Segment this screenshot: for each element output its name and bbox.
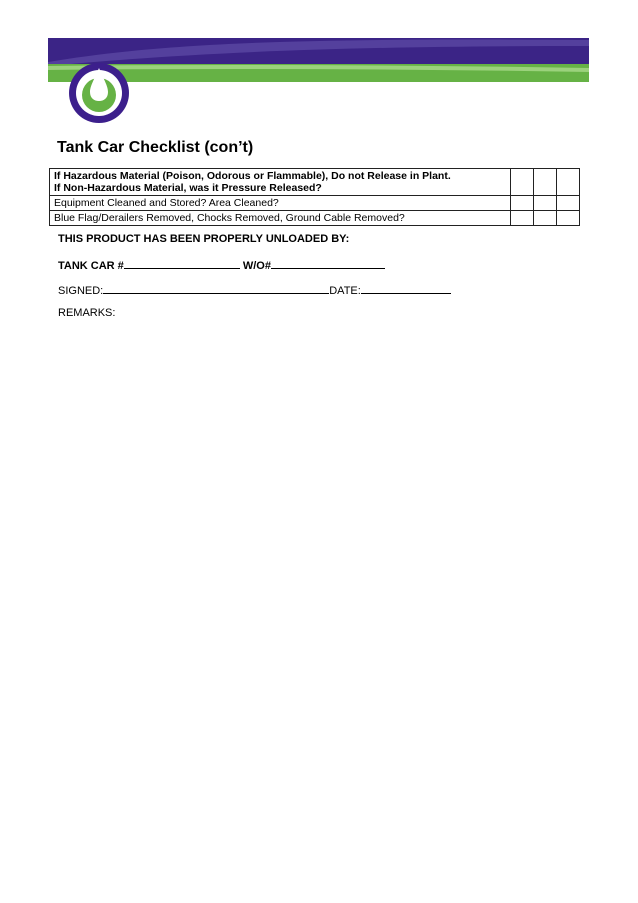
signed-field[interactable] bbox=[103, 283, 329, 294]
table-row bbox=[50, 196, 580, 211]
date-field[interactable] bbox=[361, 283, 451, 294]
tank-car-field[interactable] bbox=[124, 258, 240, 269]
table-row bbox=[50, 169, 580, 196]
checkbox-cell[interactable] bbox=[533, 196, 556, 211]
checkbox-cell[interactable] bbox=[556, 211, 579, 226]
table-row bbox=[50, 211, 580, 226]
date-label: DATE: bbox=[329, 285, 361, 297]
checkbox-cell[interactable] bbox=[511, 196, 534, 211]
checkbox-cell[interactable] bbox=[511, 211, 534, 226]
unloaded-by-heading: THIS PRODUCT HAS BEEN PROPERLY UNLOADED BY: bbox=[58, 233, 350, 245]
checkbox-cell[interactable] bbox=[511, 169, 534, 196]
question-line: If Non-Hazardous Material, was it Pressure Released? bbox=[54, 182, 322, 194]
checkbox-cell[interactable] bbox=[533, 169, 556, 196]
tank-car-label: TANK CAR # bbox=[58, 260, 124, 272]
checklist-question bbox=[50, 169, 511, 196]
checkbox-cell[interactable] bbox=[556, 169, 579, 196]
page-title: Tank Car Checklist (con’t) bbox=[57, 139, 254, 156]
wo-label: W/O# bbox=[242, 260, 271, 272]
question-line: If Hazardous Material (Poison, Odorous or Flammable), Do not Release in Plant. bbox=[54, 170, 451, 182]
checkbox-cell[interactable] bbox=[556, 196, 579, 211]
checklist-question: Equipment Cleaned and Stored? Area Cleaned? bbox=[50, 196, 511, 211]
wo-field[interactable] bbox=[271, 258, 385, 269]
checkbox-cell[interactable] bbox=[533, 211, 556, 226]
signed-label: SIGNED: bbox=[58, 285, 104, 297]
signature-line bbox=[58, 283, 451, 297]
tank-car-line bbox=[58, 258, 385, 272]
checklist-question: Blue Flag/Derailers Removed, Chocks Removed, Ground Cable Removed? bbox=[50, 211, 511, 226]
checklist-table bbox=[49, 168, 580, 226]
remarks-label: REMARKS: bbox=[58, 307, 116, 319]
droplet-logo-icon bbox=[68, 62, 130, 124]
